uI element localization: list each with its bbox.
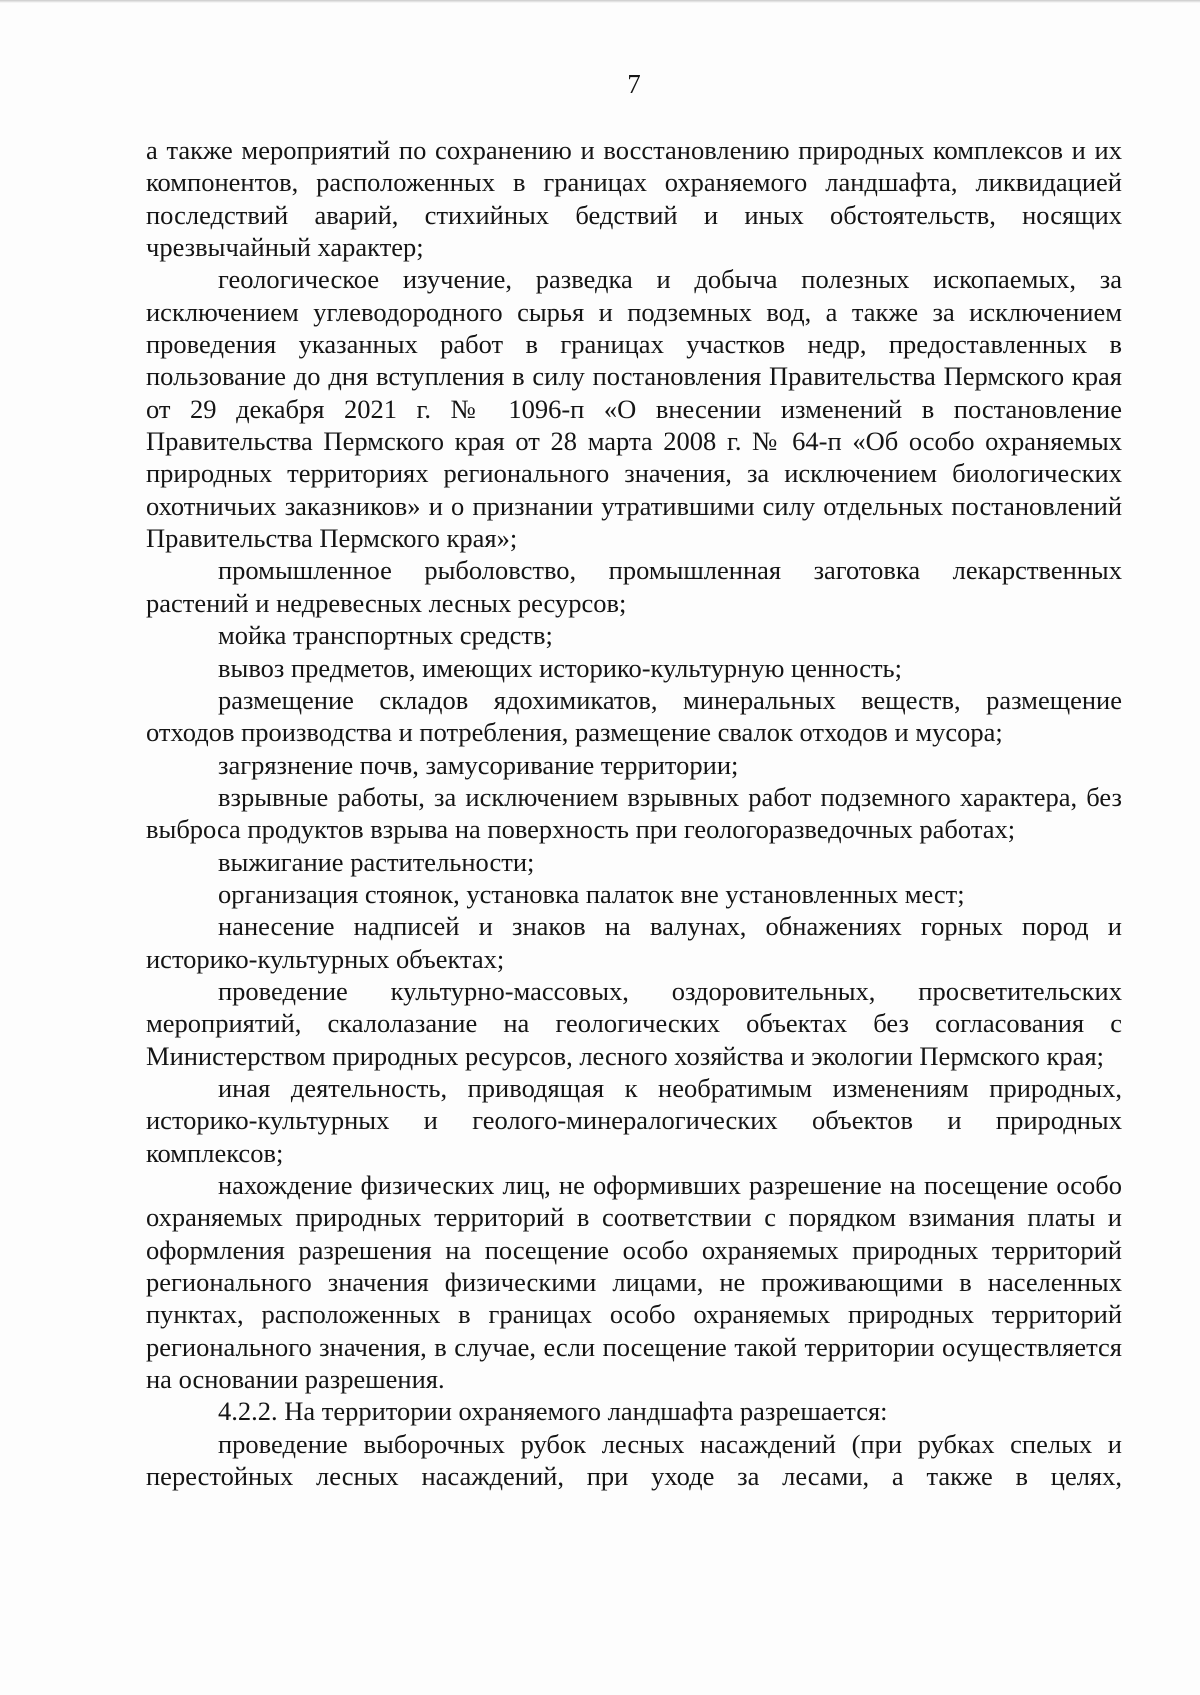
paragraph-mass-events: проведение культурно-массовых, оздоровительных, просветительских мероприятий, скалолазание на геологических объектах без согласования с Министерством природных ресурсов, лесного хозяйства и экологии Пермского края; [146,975,1122,1071]
paragraph-inscriptions: нанесение надписей и знаков на валунах, обнажениях горных пород и историко-культурных объектах; [146,911,1122,974]
scan-edge [0,0,1200,3]
paragraph-visitor-permits: нахождение физических лиц, не оформивших разрешение на посещение особо охраняемых природных территорий в соответствии с порядком взимания платы и оформления разрешения на посещение особо охраняемых природных территорий регионального значения физическими лицами, не проживающими в населенных пунктах, расположенных в границах особо охраняемых природных территорий регионального значения, в случае, если посещение такой территории осуществляется на основании разрешения. [146,1170,1122,1395]
paragraph-soil-pollution: загрязнение почв, замусоривание территории; [218,749,739,780]
paragraph-vegetation-burning: выжигание растительности; [218,846,535,877]
paragraph-selective-logging: проведение выборочных рубок лесных насаждений (при рубках спелых и перестойных лесных насаждений, при уходе за лесами, а также в целях, [146,1428,1122,1492]
document-body [146,134,1122,1492]
paragraph-waste-storage: размещение складов ядохимикатов, минеральных веществ, размещение отходов производства и потребления, размещение свалок отходов и мусора; [146,684,1122,748]
paragraph-blasting-works: взрывные работы, за исключением взрывных работ подземного характера, без выброса продуктов взрыва на поверхность при геологоразведочных работах; [146,781,1122,845]
page-number: 7 [627,69,641,99]
paragraph-irreversible-changes: иная деятельность, приводящая к необратимым изменениям природных, историко-культурных и геолого-минералогических объектов и природных комплексов; [146,1072,1122,1168]
section-heading-4-2-2: 4.2.2. На территории охраняемого ландшафта разрешается: [218,1396,888,1427]
paragraph-vehicle-washing: мойка транспортных средств; [218,620,553,651]
paragraph-geological-exploration: геологическое изучение, разведка и добыча полезных ископаемых, за исключением углеводородного сырья и подземных вод, а также за исключением проведения указанных работ в границах участков недр, предоставленных в пользование до дня вступления в силу постановления Правительства Пермского края от 29 декабря 2021 г. № 1096-п «О внесении изменений в постановление Правительства Пермского края от 28 марта 2008 г. № 64-п «Об особо охраняемых природных территориях регионального значения, за исключением биологических охотничьих заказников» и о признании утратившими силу отдельных постановлений Правительства Пермского края»; [146,264,1122,554]
paragraph-continuation: а также мероприятий по сохранению и восстановлению природных комплексов и их компонентов, расположенных в границах охраняемого ландшафта, ликвидацией последствий аварий, стихийных бедствий и иных обстоятельств, носящих чрезвычайный характер; [146,135,1122,263]
paragraph-camping: организация стоянок, установка палаток вне установленных мест; [218,878,965,909]
paragraph-heritage-removal: вывоз предметов, имеющих историко-культурную ценность; [218,652,903,683]
paragraph-industrial-fishing: промышленное рыболовство, промышленная заготовка лекарственных растений и недревесных лесных ресурсов; [146,555,1122,618]
